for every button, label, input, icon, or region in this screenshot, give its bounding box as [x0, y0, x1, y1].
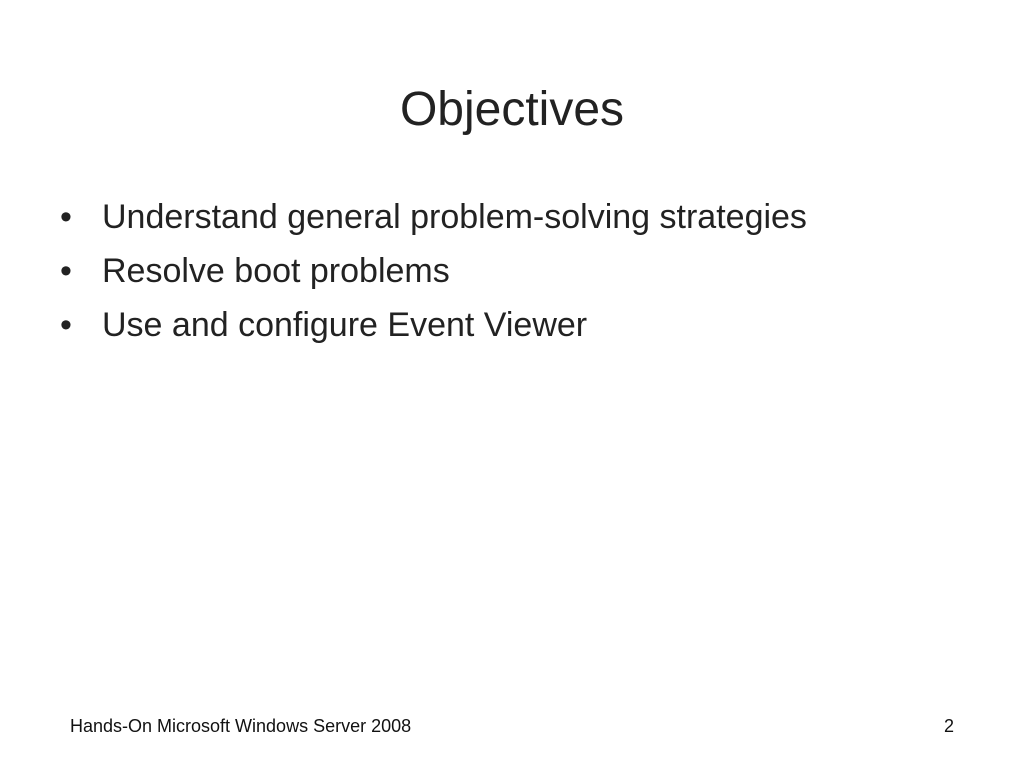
bullet-text: Resolve boot problems	[102, 252, 450, 290]
slide-page-number: 2	[943, 716, 954, 736]
bullet-list	[58, 190, 978, 352]
bullet-text: Understand general problem-solving strategies	[102, 198, 807, 236]
bullet-marker: •	[60, 306, 72, 344]
slide-title: Objectives	[399, 83, 625, 136]
footer-course-title: Hands-On Microsoft Windows Server 2008	[70, 716, 412, 736]
bullet-item-event-viewer	[58, 298, 978, 352]
bullet-marker: •	[60, 198, 72, 236]
bullet-item-understand-strategies	[58, 190, 978, 244]
bullet-item-resolve-boot-problems	[58, 244, 978, 298]
bullet-marker: •	[60, 252, 72, 290]
bullet-text: Use and configure Event Viewer	[102, 306, 588, 344]
